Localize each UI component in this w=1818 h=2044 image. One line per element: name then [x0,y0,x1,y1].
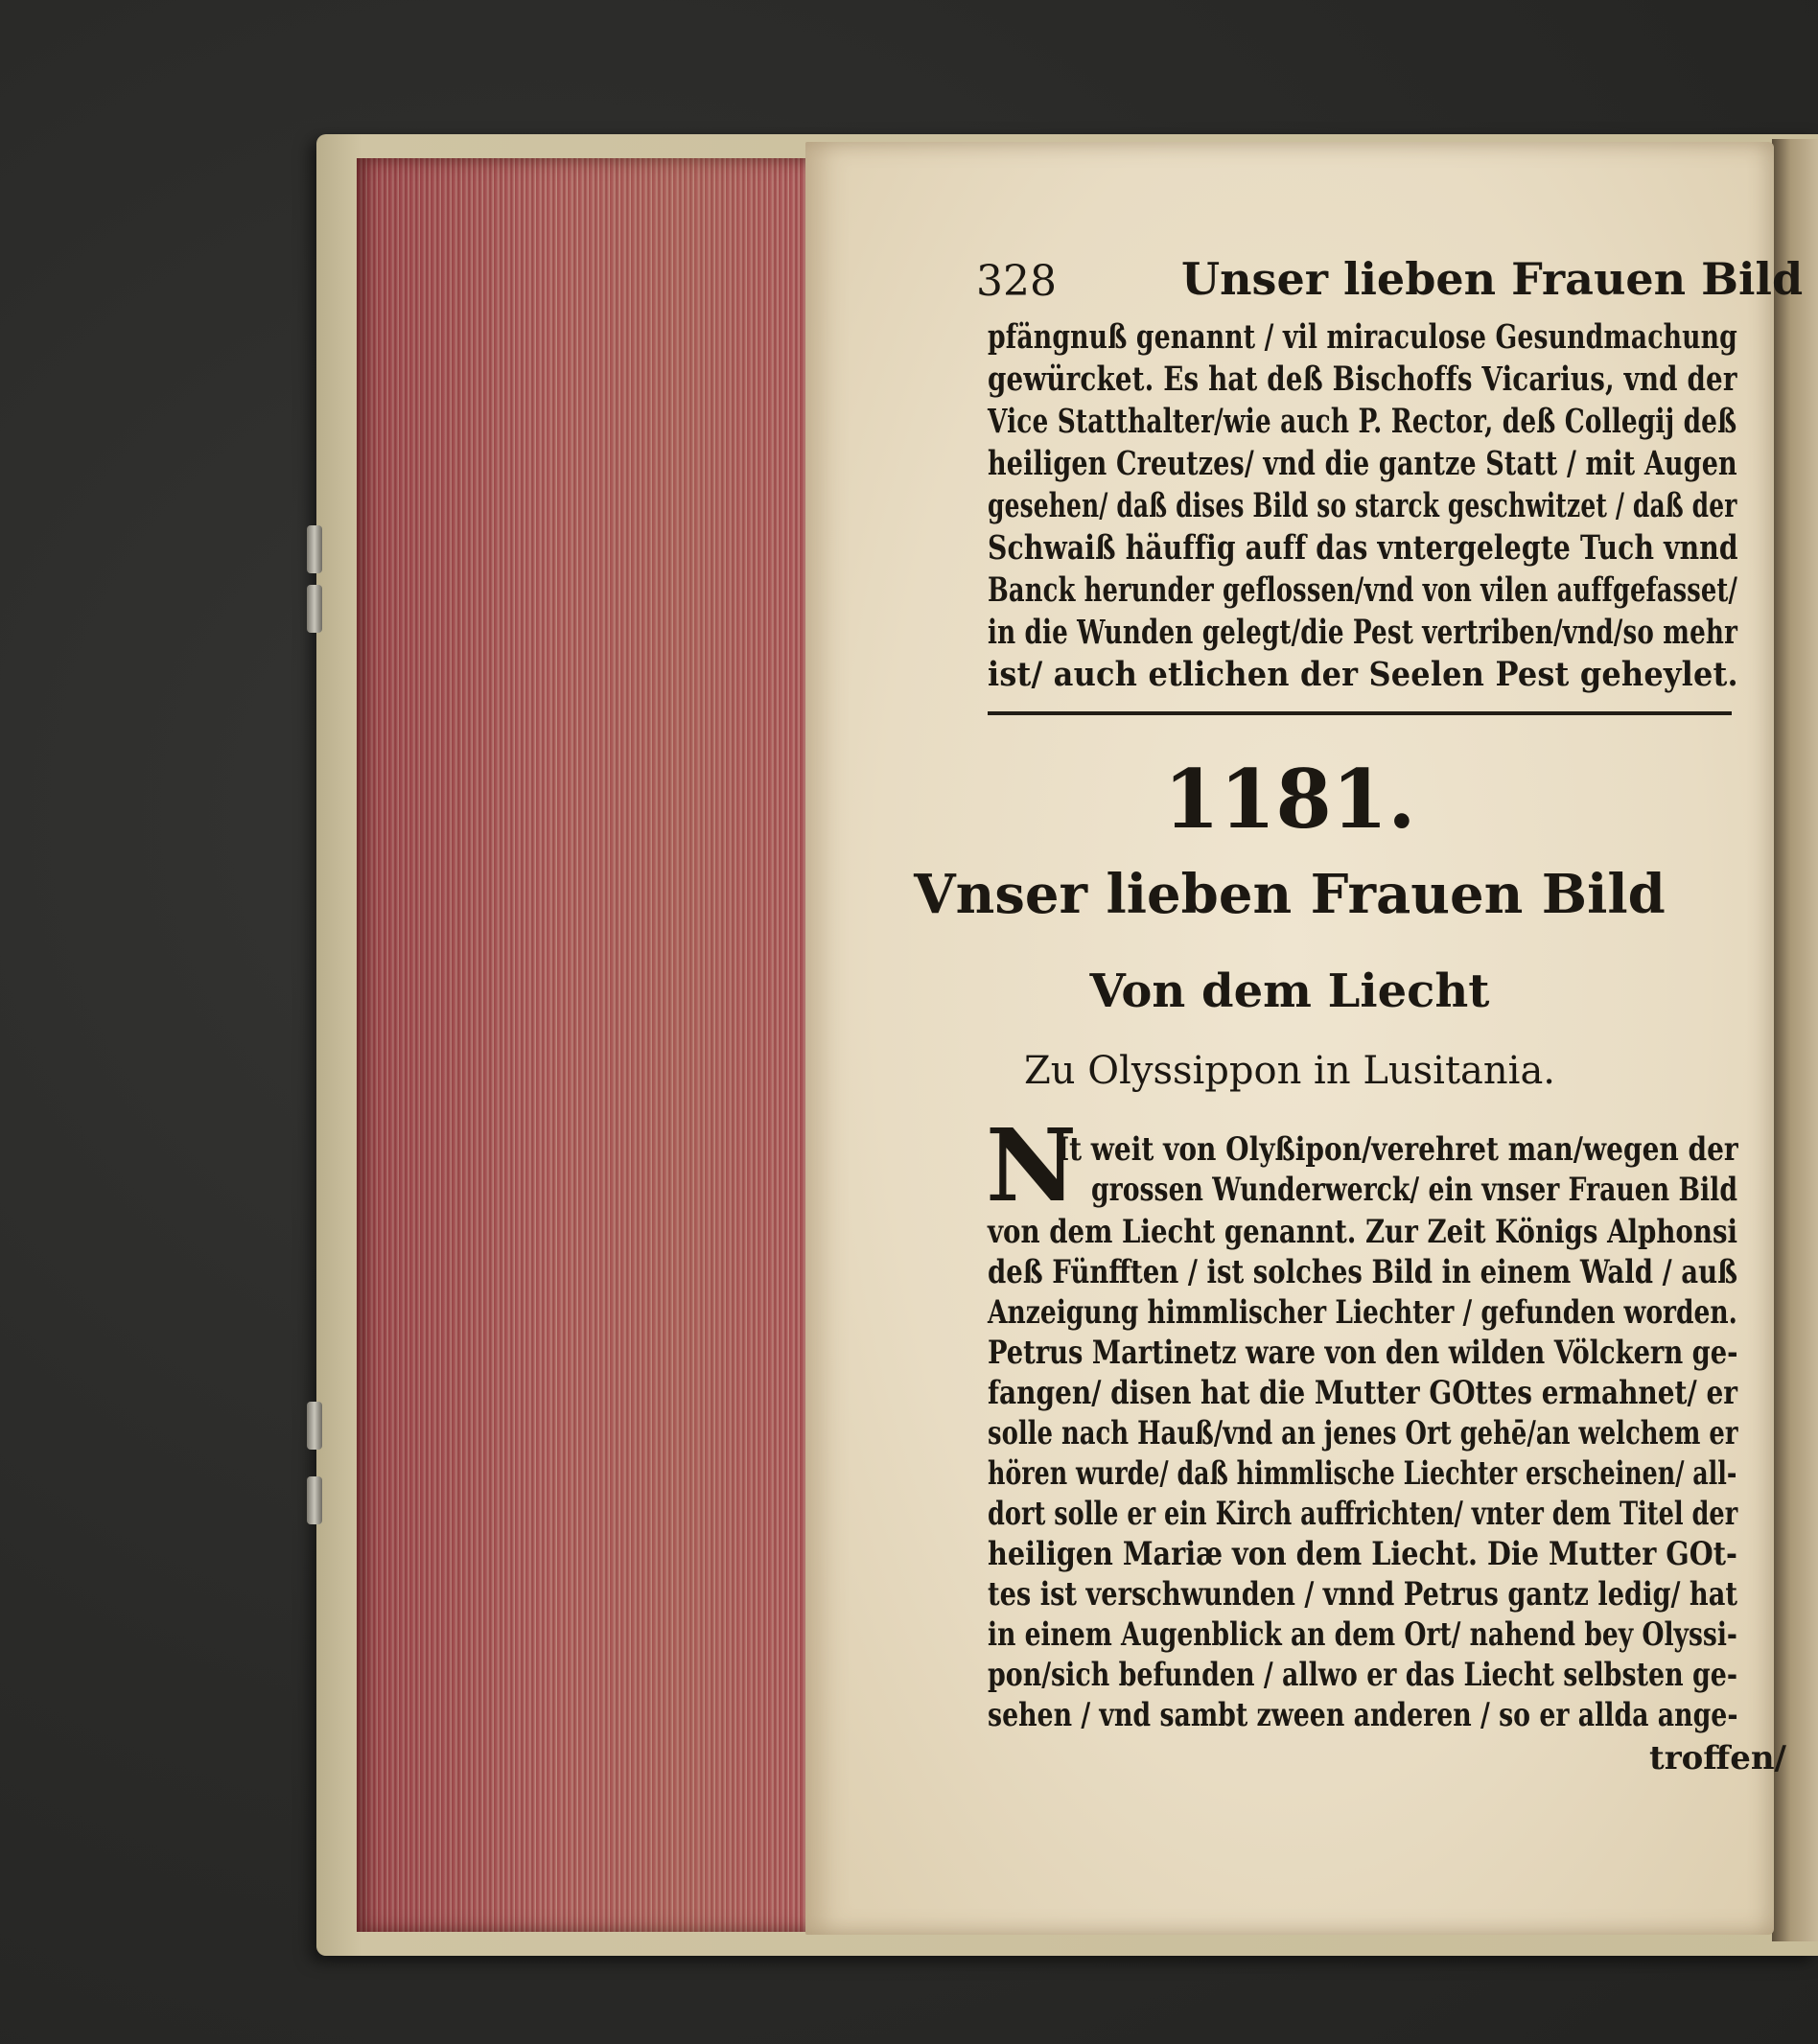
chapter-location: Zu Olyssippon in Lusitania. [1023,1049,1556,1093]
text-line: Anzeigung himmlischer Liechter / gefunden worden. [988,1293,1737,1332]
chapter-title: Vnser lieben Frauen Bild [914,863,1666,926]
text-line: in die Wunden gelegt/die Pest vertriben/vnd/so mehr [988,613,1738,652]
text-line: grossen Wunderwerck/ ein vnser Frauen Bild [1091,1171,1737,1209]
text-line: pon/sich befunden / allwo er das Liecht selbsten ge- [988,1656,1737,1694]
text-line: Vice Statthalter/wie auch P. Rector, deß Collegij deß [988,402,1737,441]
clasp-hinge-upper [307,525,322,573]
text-line: hören wurde/ daß himmlische Liechter erscheinen/ all- [988,1454,1737,1493]
text-line: ist/ auch etlichen der Seelen Pest geheylet. [988,655,1738,694]
chapter-subtitle: Von dem Liecht [1089,964,1490,1018]
text-line: dort solle er ein Kirch auffrichten/ vnter dem Titel der [988,1495,1738,1533]
text-line: von dem Liecht genannt. Zur Zeit Königs Alphonsi [988,1213,1738,1251]
running-title: Unser lieben Frauen Bild [1181,253,1804,305]
text-line: pfängnuß genannt / vil miraculose Gesundmachung [988,317,1737,357]
text-line: tes ist verschwunden / vnnd Petrus gantz ledig/ hat [988,1575,1737,1614]
drop-cap: N [986,1106,1078,1224]
text-line: sehen / vnd sambt zween anderen / so er allda ange- [988,1696,1738,1734]
page-number: 328 [976,257,1057,306]
text-line: Banck herunder geflossen/vnd von vilen auffgefasset/ [988,570,1738,610]
section-divider-rule [988,711,1732,715]
clasp-hinge-lower-2 [307,1476,322,1524]
book-page [805,142,1804,1935]
text-line: solle nach Hauß/vnd an jenes Ort gehē/an welchem er [988,1414,1738,1452]
clasp-hinge-upper-2 [307,585,322,633]
text-line: Petrus Martinetz ware von den wilden Völckern ge- [988,1334,1738,1372]
text-line: gesehen/ daß dises Bild so starck geschwitzet / daß der [988,486,1737,525]
chapter-number: 1181. [1163,752,1416,847]
text-line: fangen/ disen hat die Mutter GOttes ermahnet/ er [988,1374,1738,1412]
red-page-edges [357,158,836,1932]
text-line: Schwaiß häuffig auff das vntergelegte Tuch vnnd [988,528,1738,568]
text-line: deß Fünfften / ist solches Bild in einem Wald / auß [988,1253,1738,1291]
text-line: heiligen Creutzes/ vnd die gantze Statt / mit Augen [988,444,1737,483]
clasp-hinge-lower [307,1402,322,1450]
catchword: troffen/ [1649,1739,1786,1777]
text-line: gewürcket. Es hat deß Bischoffs Vicarius, vnd der [988,360,1737,399]
text-line: in einem Augenblick an dem Ort/ nahend bey Olyssi- [988,1615,1737,1654]
text-line: It weit von Olyßipon/verehret man/wegen der [1057,1130,1738,1169]
facing-page-gutter [1772,139,1818,1941]
text-line: heiligen Mariæ von dem Liecht. Die Mutter GOt- [988,1535,1737,1573]
